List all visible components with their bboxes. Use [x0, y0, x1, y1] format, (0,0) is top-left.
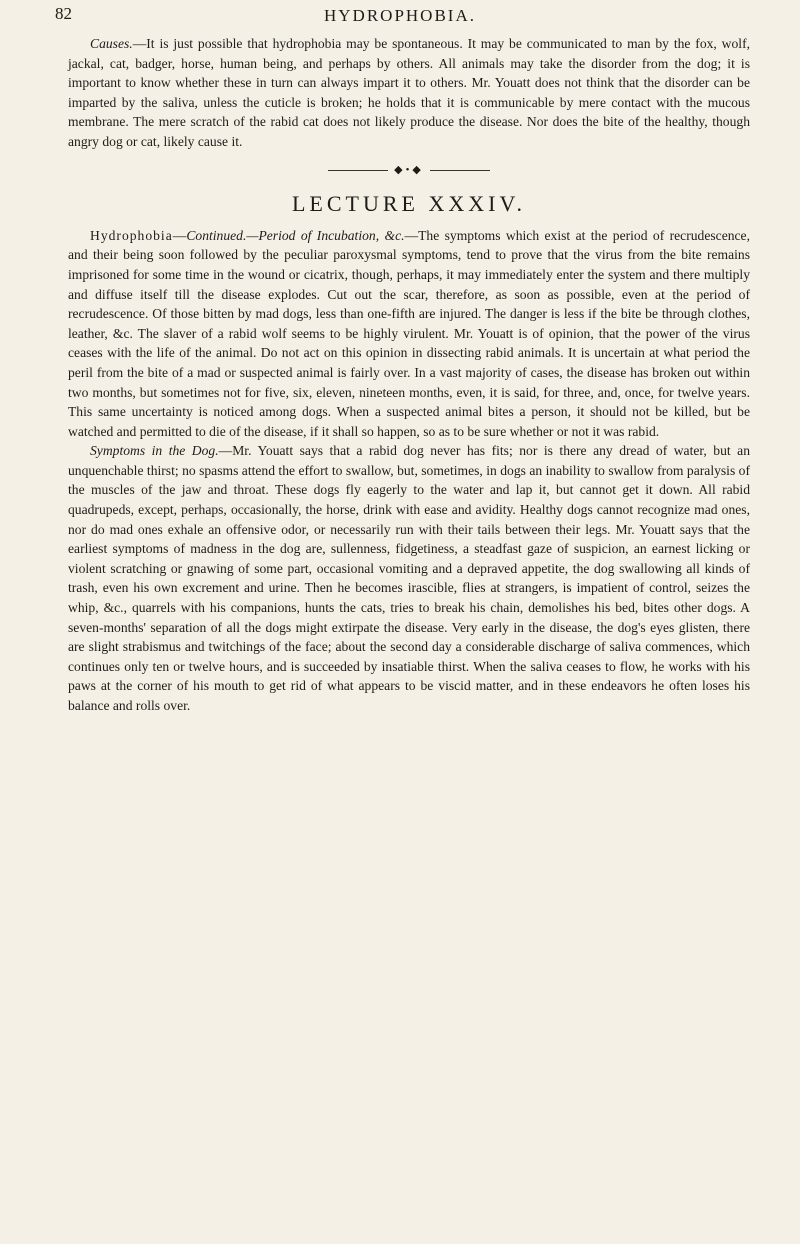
running-title: HYDROPHOBIA.	[324, 6, 476, 25]
heading-dash: —	[172, 227, 187, 243]
paragraph-causes	[68, 34, 750, 152]
section-divider	[68, 161, 750, 181]
causes-text: —It is just possible that hydrophobia may be spontaneous. It may be communicated to man by the fox, wolf, jackal, cat, badger, horse, human being, and perhaps by others. All animals may take the disorder from the dog; it is important to know whether these in turn can always impart it to others. Mr. Youatt does not think that the disorder can be imparted by the saliva, unless the cuticle is broken; he holds that it is communicable by mere contact with the mucous membrane. The mere scratch of the rabid cat does not likely produce the disease. Nor does the bite of the healthy, though angry dog or cat, likely cause it.	[68, 36, 750, 149]
symptoms-text: —Mr. Youatt says that a rabid dog never has fits; nor is there any dread of water, but an unquenchable thirst; no spasms attend the effort to swallow, but, sometimes, in dogs an inability to swallow from paralysis of the muscles of the jaw and throat. These dogs fly eagerly to the water and lap it, but cannot get it down. All rabid quadrupeds, except, perhaps, occasionally, the horse, drink with ease and avidity. Healthy dogs cannot recognize mad ones, nor do mad ones exhale an offensive odor, or necessarily run with their tails between their legs. Mr. Youatt says that the earliest symptoms of madness in the dog are, sullenness, fidgetiness, a steadfast gaze of suspicion, an earnest licking or violent scratching or gnawing of some part, occasional vomiting and a depraved appetite, the dog swallowing all kinds of trash, even his own excrement and urine. Then he becomes irascible, flies at strangers, is impatient of control, seizes the whip, &c., quarrels with his companions, hunts the cats, tries to break his chain, demolishes his bed, bites other dogs. A seven-months' separation of all the dogs might extirpate the disease. Very early in the disease, the dog's eyes glisten, there are slight strabismus and twitchings of the face; about the second day a considerable discharge of saliva commences, which continues only ten or twelve hours, and is succeeded by insatiable thirst. When the saliva ceases to flow, he works with his paws at the corner of his mouth to get rid of what appears to be viscid matter, and in these endeavors he often loses his balance and rolls over.	[68, 443, 750, 713]
incubation-subtitle: Continued.—Period of Incubation, &c.	[186, 227, 405, 243]
page-number: 82	[55, 4, 72, 23]
divider-ornament: ◆•◆	[394, 163, 424, 176]
lecture-title: LECTURE XXXIV.	[291, 191, 527, 217]
causes-heading: Causes.	[90, 36, 133, 51]
paragraph-incubation	[68, 226, 750, 442]
divider-rule-right	[430, 170, 490, 171]
paragraph-symptoms	[68, 441, 750, 715]
symptoms-heading: Symptoms in the Dog.	[90, 443, 219, 459]
incubation-text: —The symptoms which exist at the period of recrudescence, and their being soon followed by the peculiar paroxysmal symptoms, tend to prove that the virus from the bite remains imprisoned for some time in the wound or cicatrix, though, perhaps, it may immediately enter the system and there multiply and diffuse itself till the disease explodes. Cut out the scar, therefore, as soon as possible, even at the period of recrudescence. Of those bitten by mad dogs, less than one-fifth are injured. The danger is less if the bite be through clothes, leather, &c. The slaver of a rabid wolf seems to be highly virulent. Mr. Youatt is of opinion, that the power of the virus ceases with the life of the animal. Do not act on this opinion in dissecting rabid animals. It is uncertain at what period the peril from the bite of a mad or suspected animal is fairly over. In a vast majority of cases, the disease has broken out within two months, but sometimes not for five, six, eleven, nineteen months, even, it is said, for three, and, once, for twelve years. This same uncertainty is noticed among dogs. When a suspected animal bites a person, it should not be killed, but be watched and permitted to die of the disease, if it shall so happen, so as to be sure whether or not it was rabid.	[68, 227, 750, 439]
hydrophobia-heading: Hydrophobia	[90, 227, 173, 243]
divider-rule-left	[328, 170, 388, 171]
body-text	[68, 34, 750, 716]
